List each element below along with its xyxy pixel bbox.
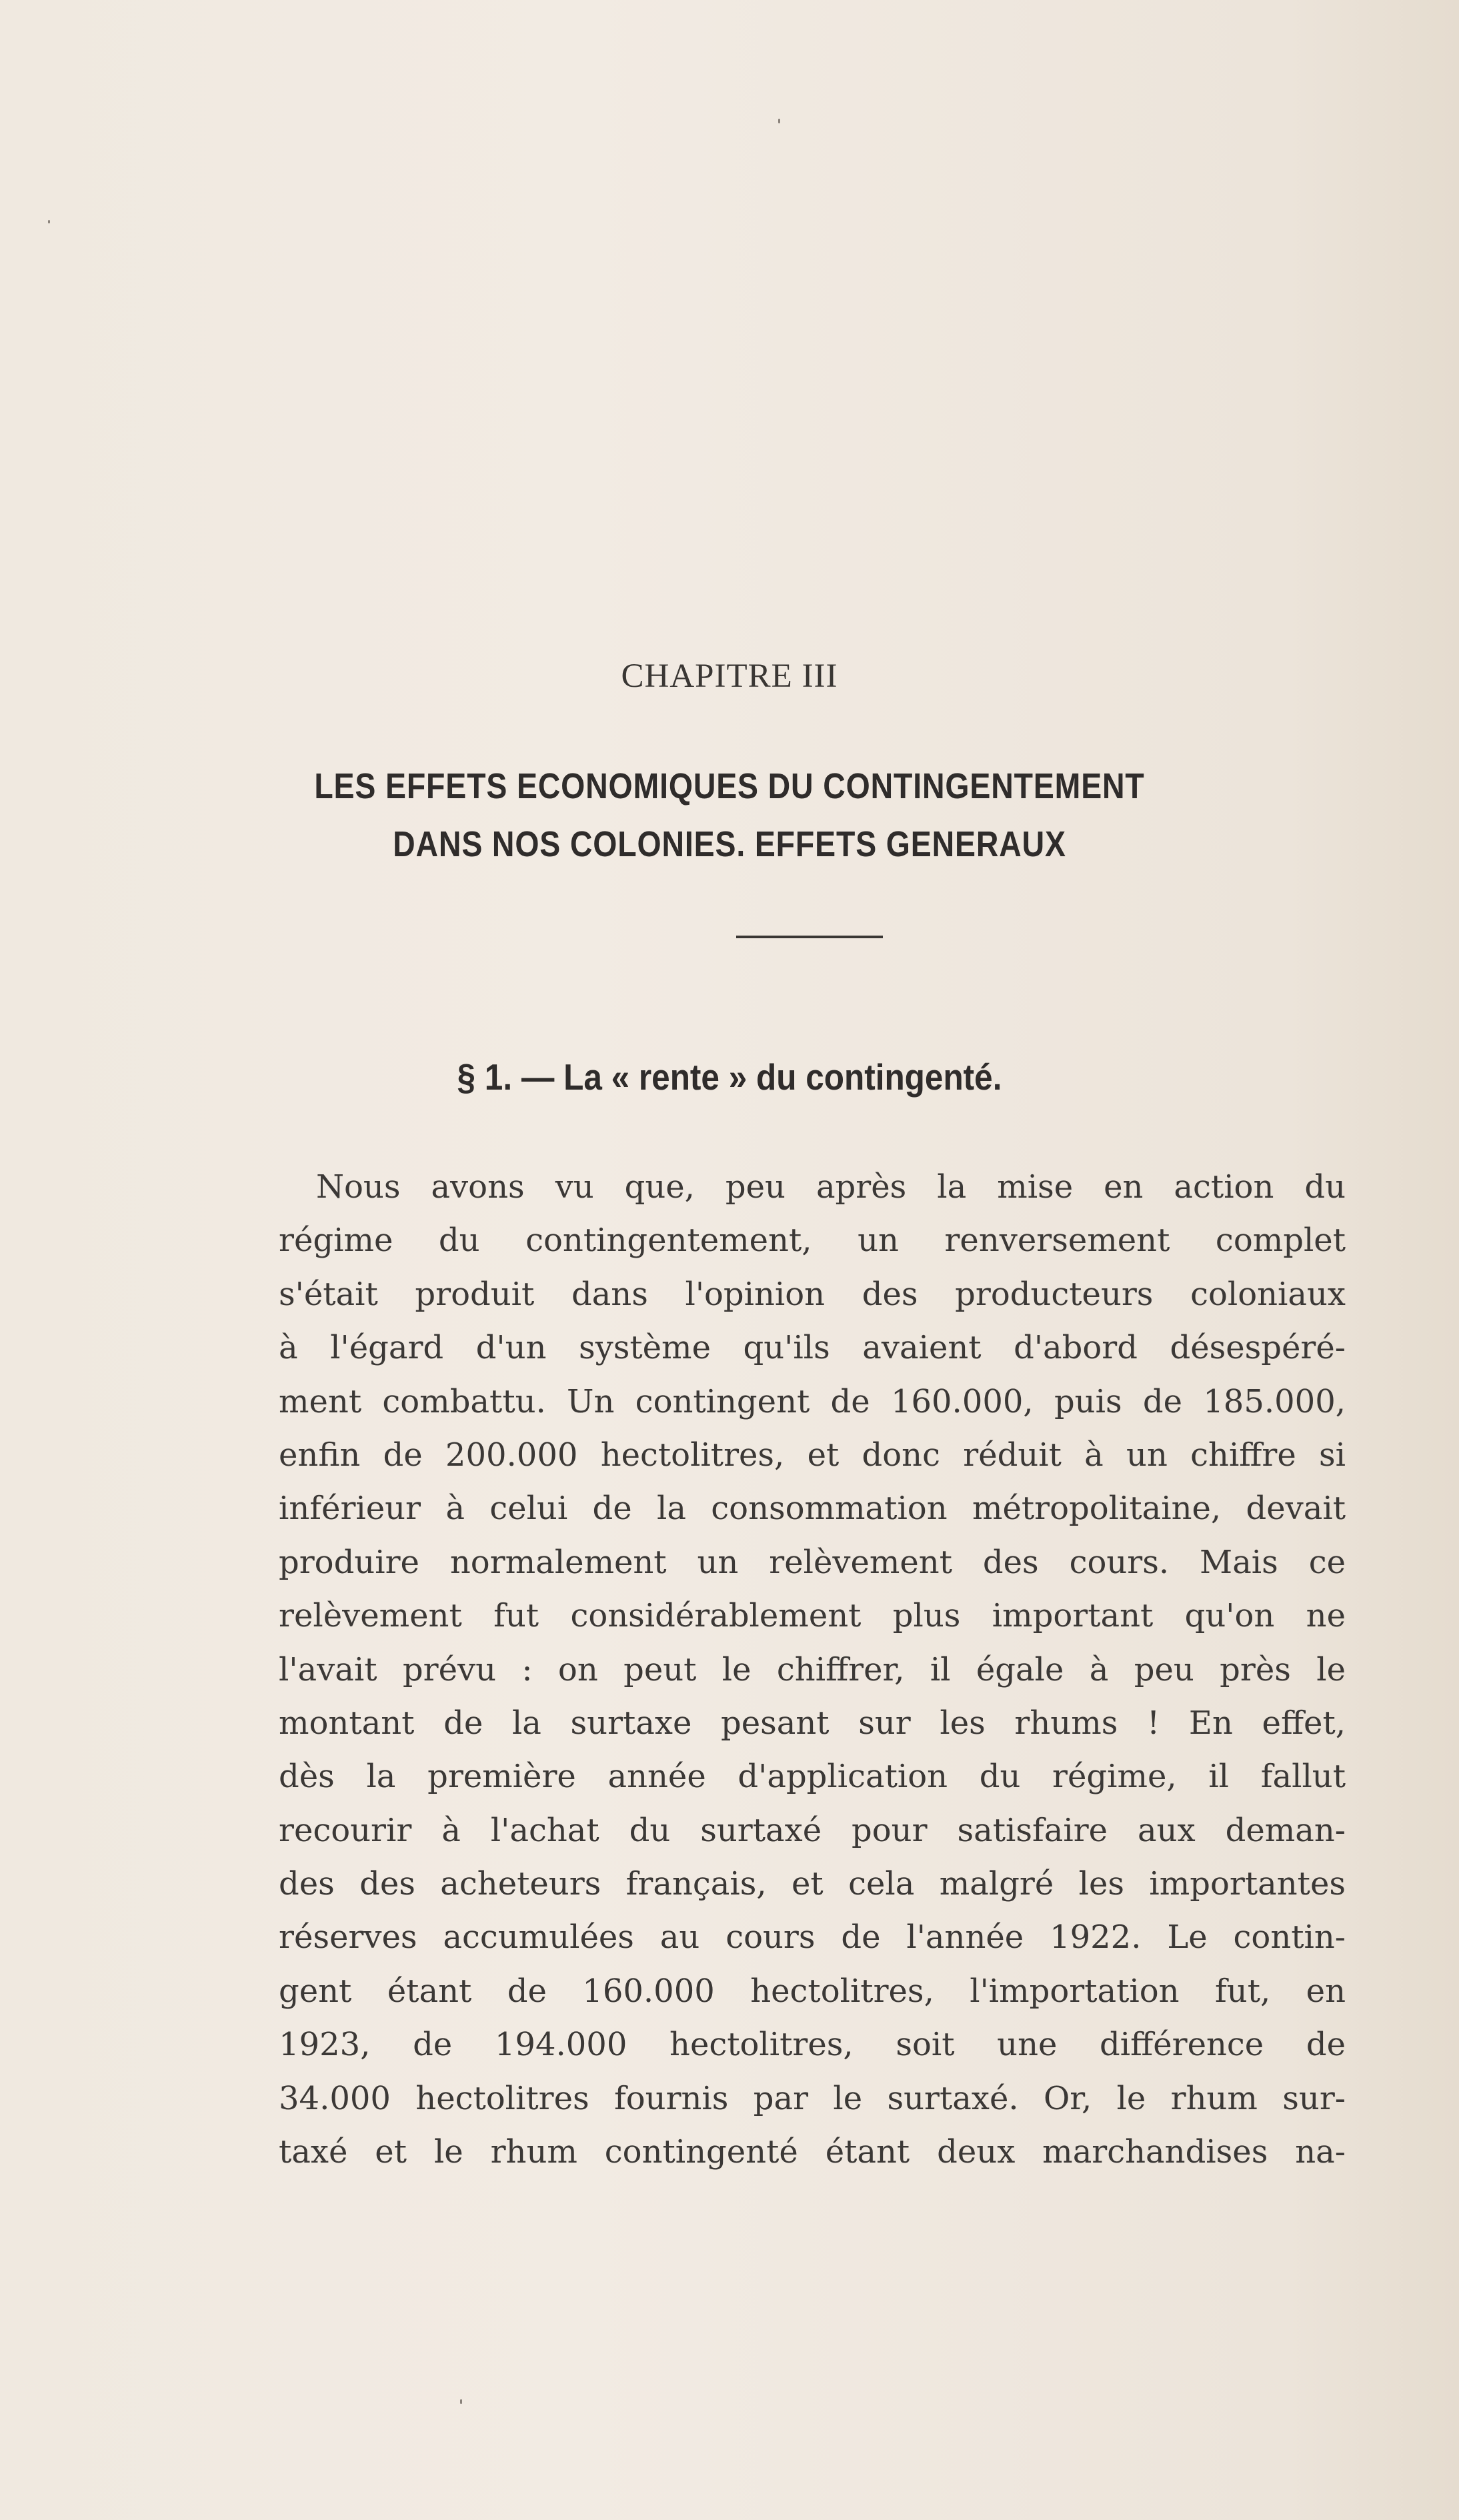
body-line: montant de la surtaxe pesant sur les rhums ! En effet, — [279, 1704, 1346, 1742]
body-line: inférieur à celui de la consommation métropolitaine, devait — [279, 1490, 1346, 1528]
body-line: l'avait prévu : on peut le chiffrer, il égale à peu près le — [279, 1650, 1346, 1688]
body-line: des des acheteurs français, et cela malgré les importantes — [279, 1865, 1346, 1903]
body-line: s'était produit dans l'opinion des producteurs coloniaux — [279, 1275, 1346, 1313]
chapter-title-line-1: LES EFFETS ECONOMIQUES DU CONTINGENTEMENT — [314, 766, 1145, 806]
body-line: taxé et le rhum contingenté étant deux marchandises na- — [279, 2133, 1346, 2171]
section-title: § 1. — La « rente » du contingenté. — [457, 1056, 1002, 1098]
body-line: 1923, de 194.000 hectolitres, soit une différence de — [279, 2026, 1346, 2064]
paper-speck — [460, 2399, 462, 2404]
body-line: enfin de 200.000 hectolitres, et donc réduit à un chiffre si — [279, 1436, 1346, 1474]
body-line: recourir à l'achat du surtaxé pour satisfaire aux deman- — [279, 1811, 1346, 1849]
body-line: régime du contingentement, un renversement complet — [279, 1222, 1346, 1260]
separator-rule — [736, 936, 883, 938]
body-line: gent étant de 160.000 hectolitres, l'importation fut, en — [279, 1972, 1346, 2010]
body-line: 34.000 hectolitres fournis par le surtaxé. Or, le rhum sur- — [279, 2079, 1346, 2117]
paper-speck — [778, 119, 780, 123]
body-paragraph — [279, 1160, 1346, 2179]
body-line: relèvement fut considérablement plus important qu'on ne — [279, 1597, 1346, 1635]
body-line: dès la première année d'application du régime, il fallut — [279, 1758, 1346, 1796]
body-line: ment combattu. Un contingent de 160.000, puis de 185.000, — [279, 1382, 1346, 1420]
body-line: Nous avons vu que, peu après la mise en action du — [316, 1168, 1346, 1206]
body-line: réserves accumulées au cours de l'année 1922. Le contin- — [279, 1919, 1346, 1957]
chapter-title-line-2: DANS NOS COLONIES. EFFETS GENERAUX — [393, 824, 1066, 864]
body-line: produire normalement un relèvement des cours. Mais ce — [279, 1543, 1346, 1581]
chapter-number: CHAPITRE III — [621, 658, 838, 695]
paper-speck — [48, 220, 50, 223]
body-line: à l'égard d'un système qu'ils avaient d'abord désespéré- — [279, 1329, 1346, 1367]
